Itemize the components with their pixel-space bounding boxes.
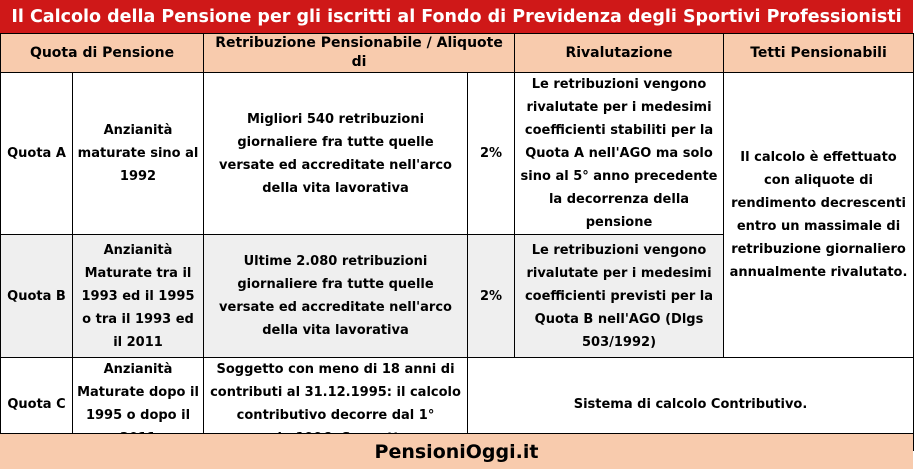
header-quota: Quota di Pensione <box>1 34 204 73</box>
header-tetti: Tetti Pensionabili <box>724 34 914 73</box>
header-rivalutazione: Rivalutazione <box>515 34 724 73</box>
anzianita-cell: Anzianità Maturate tra il 1993 ed il 1995 o tra il 1993 ed il 2011 <box>73 235 204 358</box>
retribuzione-cell: Ultime 2.080 retribuzioni giornaliere fra tutte quelle versate ed accreditate nell'arco della vita lavorativa <box>204 235 468 358</box>
quota-label: Quota B <box>1 235 73 358</box>
table-header-row <box>1 34 914 73</box>
rivalutazione-cell: Le retribuzioni vengono rivalutate per i medesimi coefficienti stabiliti per la Quota A nell'AGO ma solo sino al 5° anno precedente la decorrenza della pensione <box>515 73 724 235</box>
page-title: Il Calcolo della Pensione per gli iscritti al Fondo di Previdenza degli Sportivi Professionisti <box>0 0 913 33</box>
pension-table <box>0 33 914 451</box>
retribuzione-text: Soggetto con meno di 18 anni di contributi al 31.12.1995: il calcolo contributivo decorre dal 1° <box>210 362 461 423</box>
tetti-cell: Il calcolo è effettuato con aliquote di rendimento decrescenti entro un massimale di retribuzione giornaliero annualmente rivalutato. <box>724 73 914 358</box>
quota-label: Quota C <box>1 358 73 451</box>
aliquota-cell: 2% <box>468 235 515 358</box>
quota-label: Quota A <box>1 73 73 235</box>
rivalutazione-cell: Le retribuzioni vengono rivalutate per i medesimi coefficienti previsti per la Quota B nell'AGO (Dlgs 503/1992) <box>515 235 724 358</box>
header-retribuzione: Retribuzione Pensionabile / Aliquote di <box>204 34 515 73</box>
anzianita-cell: Anzianità maturate sino al 1992 <box>73 73 204 235</box>
aliquota-cell: 2% <box>468 73 515 235</box>
anzianita-cell: Anzianità Maturate dopo il 1995 o dopo il <box>73 358 204 451</box>
retribuzione-cell: Migliori 540 retribuzioni giornaliere fra tutte quelle versate ed accreditate nell'arco della vita lavorativa <box>204 73 468 235</box>
table-row <box>1 73 914 235</box>
sistema-cell: Sistema di calcolo Contributivo. <box>468 358 914 451</box>
footer-brand: PensioniOggi.it <box>0 433 913 469</box>
